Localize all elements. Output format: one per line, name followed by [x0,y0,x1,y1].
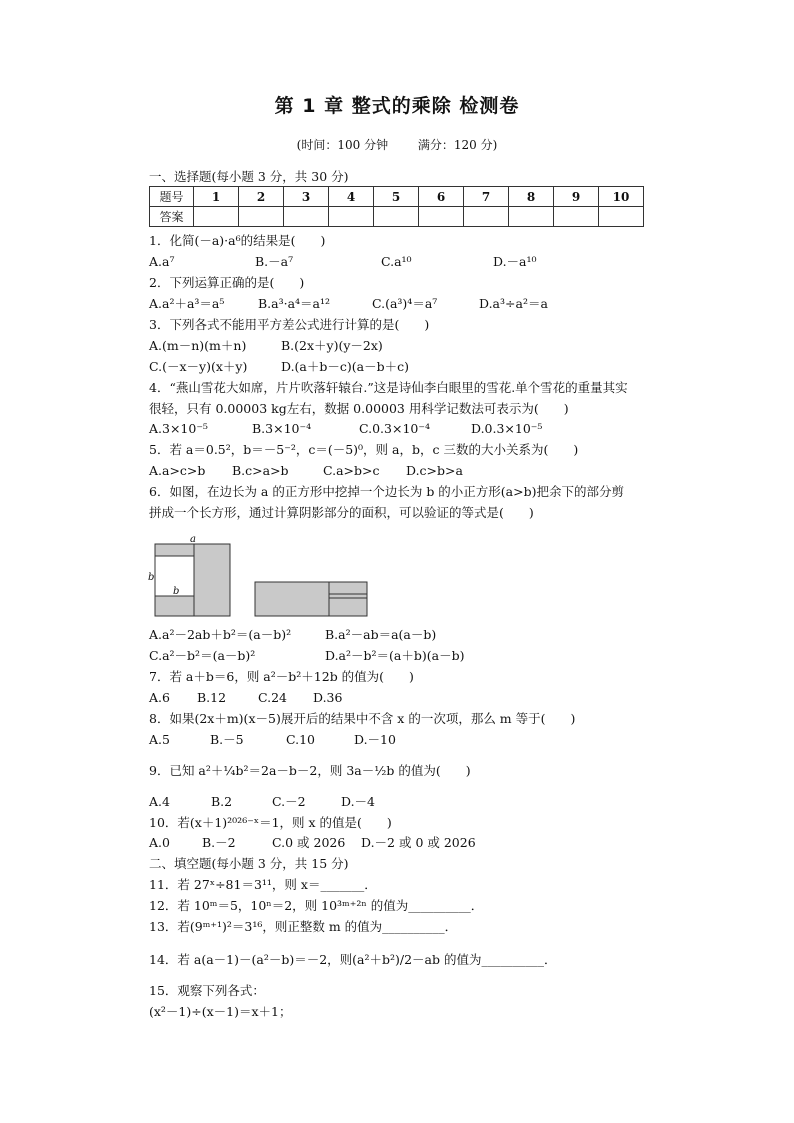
q4-option-b: B.3×10⁻⁴ [252,421,312,436]
q1-option-c: C.a¹⁰ [381,254,412,269]
q2-option-d: D.a³÷a²＝a [479,296,548,311]
table-row [150,187,644,207]
q5-option-c: C.a>b>c [323,463,380,478]
q2-option-b: B.a³·a⁴＝a¹² [258,296,331,311]
rearranged-rectangle [255,582,367,616]
table-header-cell: 题号 [150,187,194,207]
q5-option-d: D.c>b>a [406,463,463,478]
q6-option-a: A.a²－2ab＋b²＝(a－b)² [149,627,292,642]
q7-option-c: C.24 [258,690,287,705]
q6-option-c: C.a²－b²＝(a－b)² [149,648,256,663]
question-8: 8．如果(2x＋m)(x－5)展开后的结果中不含 x 的一次项，那么 m 等于( ) [149,711,576,726]
q7-option-b: B.12 [197,690,227,705]
answer-cell[interactable] [554,207,599,227]
q2-option-c: C.(a³)⁴＝a⁷ [372,296,438,311]
question-7: 7．若 a＋b＝6，则 a²－b²＋12b 的值为( ) [149,669,414,684]
answer-cell[interactable] [284,207,329,227]
answer-cell[interactable] [599,207,644,227]
question-15-line-1: (x²－1)÷(x－1)＝x＋1； [149,1004,292,1019]
table-cell: 2 [239,187,284,207]
q9-option-d: D.－4 [341,794,376,809]
label-a: a [190,534,196,545]
q7-option-a: A.6 [149,690,170,705]
q9-option-a: A.4 [149,794,170,809]
q8-option-c: C.10 [286,732,315,747]
table-cell: 1 [194,187,239,207]
q6-option-d: D.a²－b²＝(a＋b)(a－b) [325,648,465,663]
q10-option-c: C.0 或 2026 [272,835,346,850]
table-cell: 4 [329,187,374,207]
page-title: 第 1 章 整式的乘除 检测卷 [274,95,520,117]
q3-option-c: C.(－x－y)(x＋y) [149,359,248,374]
question-13: 13．若(9ᵐ⁺¹)²＝3¹⁶，则正整数 m 的值为__________． [149,919,458,934]
table-header-cell: 答案 [150,207,194,227]
question-1: 1．化简(－a)·a⁶的结果是( ) [149,233,326,248]
q10-option-b: B.－2 [202,835,236,850]
question-11: 11．若 27ˣ÷81＝3¹¹，则 x＝_______． [149,877,377,892]
exam-score: 满分：120 分) [417,138,498,152]
label-b-side: b [148,572,155,583]
question-9: 9．已知 a²＋¼b²＝2a－b－2，则 3a－½b 的值为( ) [149,763,471,778]
q10-option-d: D.－2 或 0 或 2026 [361,835,476,850]
question-10: 10．若(x＋1)²⁰²⁶⁻ˣ＝1，则 x 的值是( ) [149,815,392,830]
question-12: 12．若 10ᵐ＝5，10ⁿ＝2，则 10³ᵐ⁺²ⁿ 的值为__________． [149,898,484,913]
q5-option-b: B.c>a>b [232,463,289,478]
q2-option-a: A.a²＋a³＝a⁵ [149,296,225,311]
q10-option-a: A.0 [149,835,170,850]
table-cell: 9 [554,187,599,207]
question-6-line-2: 拼成一个长方形，通过计算阴影部分的面积，可以验证的等式是( ) [149,505,534,520]
table-cell: 3 [284,187,329,207]
exam-info [0,137,794,153]
q4-option-c: C.0.3×10⁻⁴ [359,421,430,436]
question-15: 15．观察下列各式： [149,983,265,998]
q3-option-a: A.(m－n)(m＋n) [149,338,247,353]
answer-cell[interactable] [419,207,464,227]
answer-cell[interactable] [374,207,419,227]
q9-option-c: C.－2 [272,794,306,809]
answer-table [149,186,644,227]
q6-option-b: B.a²－ab＝a(a－b) [325,627,437,642]
question-4-line-1: 4．“燕山雪花大如席，片片吹落轩辕台.”这是诗仙李白眼里的雪花.单个雪花的重量其实 [149,380,628,395]
table-cell: 5 [374,187,419,207]
answer-cell[interactable] [464,207,509,227]
answer-cell[interactable] [194,207,239,227]
q8-option-a: A.5 [149,732,170,747]
question-2: 2．下列运算正确的是( ) [149,275,305,290]
q1-option-b: B.－a⁷ [255,254,294,269]
label-b-bottom: b [173,586,180,597]
answer-cell[interactable] [239,207,284,227]
section-heading-fill: 二、填空题(每小题 3 分，共 15 分) [149,856,349,871]
exam-time: (时间：100 分钟 [296,138,389,152]
q3-option-d: D.(a＋b－c)(a－b＋c) [281,359,409,374]
answer-cell[interactable] [509,207,554,227]
question-14: 14．若 a(a－1)－(a²－b)＝－2，则(a²＋b²)/2－ab 的值为__________． [149,952,557,967]
question-4-line-2: 很轻，只有 0.00003 kg左右，数据 0.00003 用科学记数法可表示为( ) [149,401,569,416]
section-heading-choice: 一、选择题(每小题 3 分，共 30 分) [149,169,349,184]
question-5: 5．若 a＝0.5²，b＝－5⁻²，c＝(－5)⁰，则 a，b，c 三数的大小关系为( ) [149,442,579,457]
q4-option-d: D.0.3×10⁻⁵ [471,421,543,436]
q7-option-d: D.36 [313,690,343,705]
table-cell: 6 [419,187,464,207]
table-row [150,207,644,227]
q5-option-a: A.a>c>b [149,463,206,478]
table-cell: 7 [464,187,509,207]
q8-option-b: B.－5 [210,732,244,747]
q3-option-b: B.(2x＋y)(y－2x) [281,338,383,353]
q1-option-d: D.－a¹⁰ [493,254,537,269]
q9-option-b: B.2 [211,794,233,809]
square-rectangle-figure [150,533,380,623]
table-cell: 8 [509,187,554,207]
question-3: 3．下列各式不能用平方差公式进行计算的是( ) [149,317,430,332]
q4-option-a: A.3×10⁻⁵ [149,421,208,436]
question-6-line-1: 6．如图，在边长为 a 的正方形中挖掉一个边长为 b 的小正方形(a>b)把余下的部分剪 [149,484,624,499]
table-cell: 10 [599,187,644,207]
q8-option-d: D.－10 [354,732,396,747]
answer-cell[interactable] [329,207,374,227]
q1-option-a: A.a⁷ [149,254,175,269]
